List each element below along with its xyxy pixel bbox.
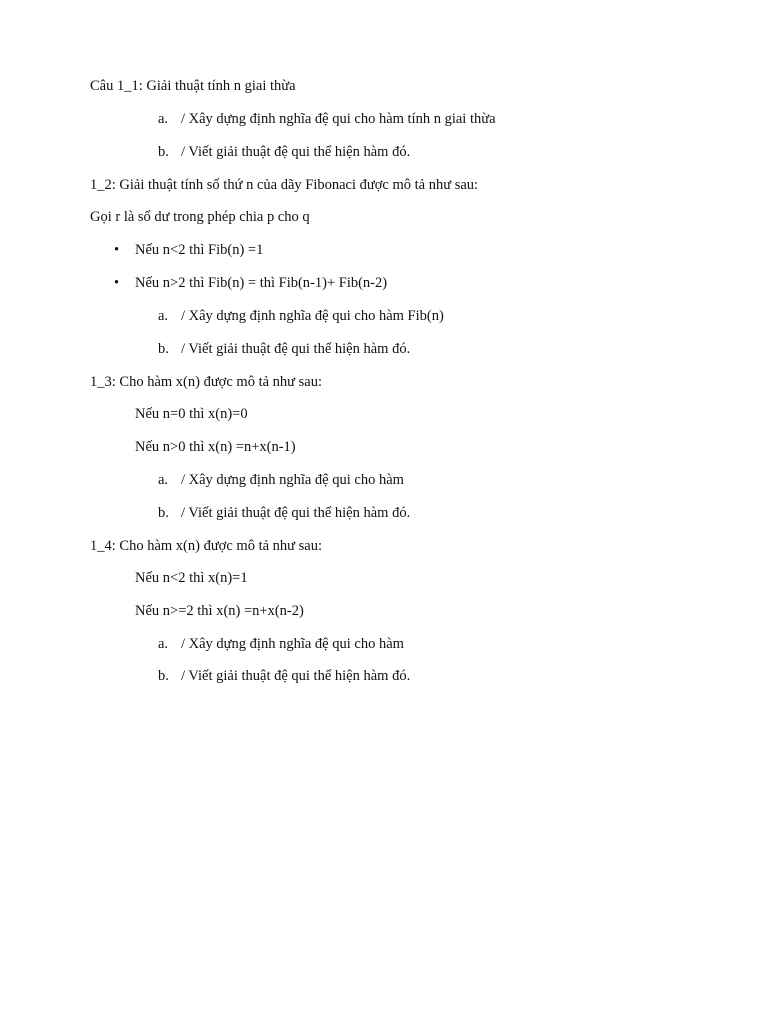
- q2-bullet2-marker: •: [114, 275, 120, 291]
- q4-b-text: / Viết giải thuật đệ qui thể hiện hàm đó.: [181, 668, 411, 684]
- q3-cond1: Nếu n=0 thì x(n)=0: [135, 406, 248, 422]
- q1-b-text: / Viết giải thuật đệ qui thể hiện hàm đó.: [181, 144, 411, 160]
- q4-a-marker: a.: [158, 636, 169, 652]
- q2-bullet2: Nếu n>2 thì Fib(n) = thì Fib(n-1)+ Fib(n-2): [135, 275, 388, 291]
- q4-a-text: / Xây dựng định nghĩa đệ qui cho hàm: [181, 636, 404, 652]
- q2-bullet1: Nếu n<2 thì Fib(n) =1: [135, 242, 264, 258]
- q1-title: Câu 1_1: Giải thuật tính n giai thừa: [90, 78, 296, 94]
- q4-cond1: Nếu n<2 thì x(n)=1: [135, 570, 248, 586]
- q4-b-marker: b.: [158, 668, 169, 684]
- q3-b-text: / Viết giải thuật đệ qui thể hiện hàm đó.: [181, 505, 411, 521]
- q2-b-marker: b.: [158, 341, 169, 357]
- q2-title: 1_2: Giải thuật tính số thứ n của dãy Fibonaci được mô tả như sau:: [90, 177, 479, 193]
- q3-b-marker: b.: [158, 505, 169, 521]
- q4-title: 1_4: Cho hàm x(n) được mô tả như sau:: [90, 538, 322, 554]
- q3-title: 1_3: Cho hàm x(n) được mô tả như sau:: [90, 374, 322, 390]
- q2-b-text: / Viết giải thuật đệ qui thể hiện hàm đó.: [181, 341, 411, 357]
- q1-b-marker: b.: [158, 144, 169, 160]
- q1-a-marker: a.: [158, 111, 169, 127]
- q1-a-text: / Xây dựng định nghĩa đệ qui cho hàm tính n giai thừa: [181, 111, 496, 127]
- q4-cond2: Nếu n>=2 thì x(n) =n+x(n-2): [135, 603, 304, 619]
- q2-bullet1-marker: •: [114, 242, 120, 258]
- q2-a-text: / Xây dựng định nghĩa đệ qui cho hàm Fib(n): [181, 308, 444, 324]
- q3-cond2: Nếu n>0 thì x(n) =n+x(n-1): [135, 439, 296, 455]
- q3-a-text: / Xây dựng định nghĩa đệ qui cho hàm: [181, 472, 404, 488]
- q2-intro: Gọi r là số dư trong phép chia p cho q: [90, 209, 310, 225]
- q3-a-marker: a.: [158, 472, 169, 488]
- q2-a-marker: a.: [158, 308, 169, 324]
